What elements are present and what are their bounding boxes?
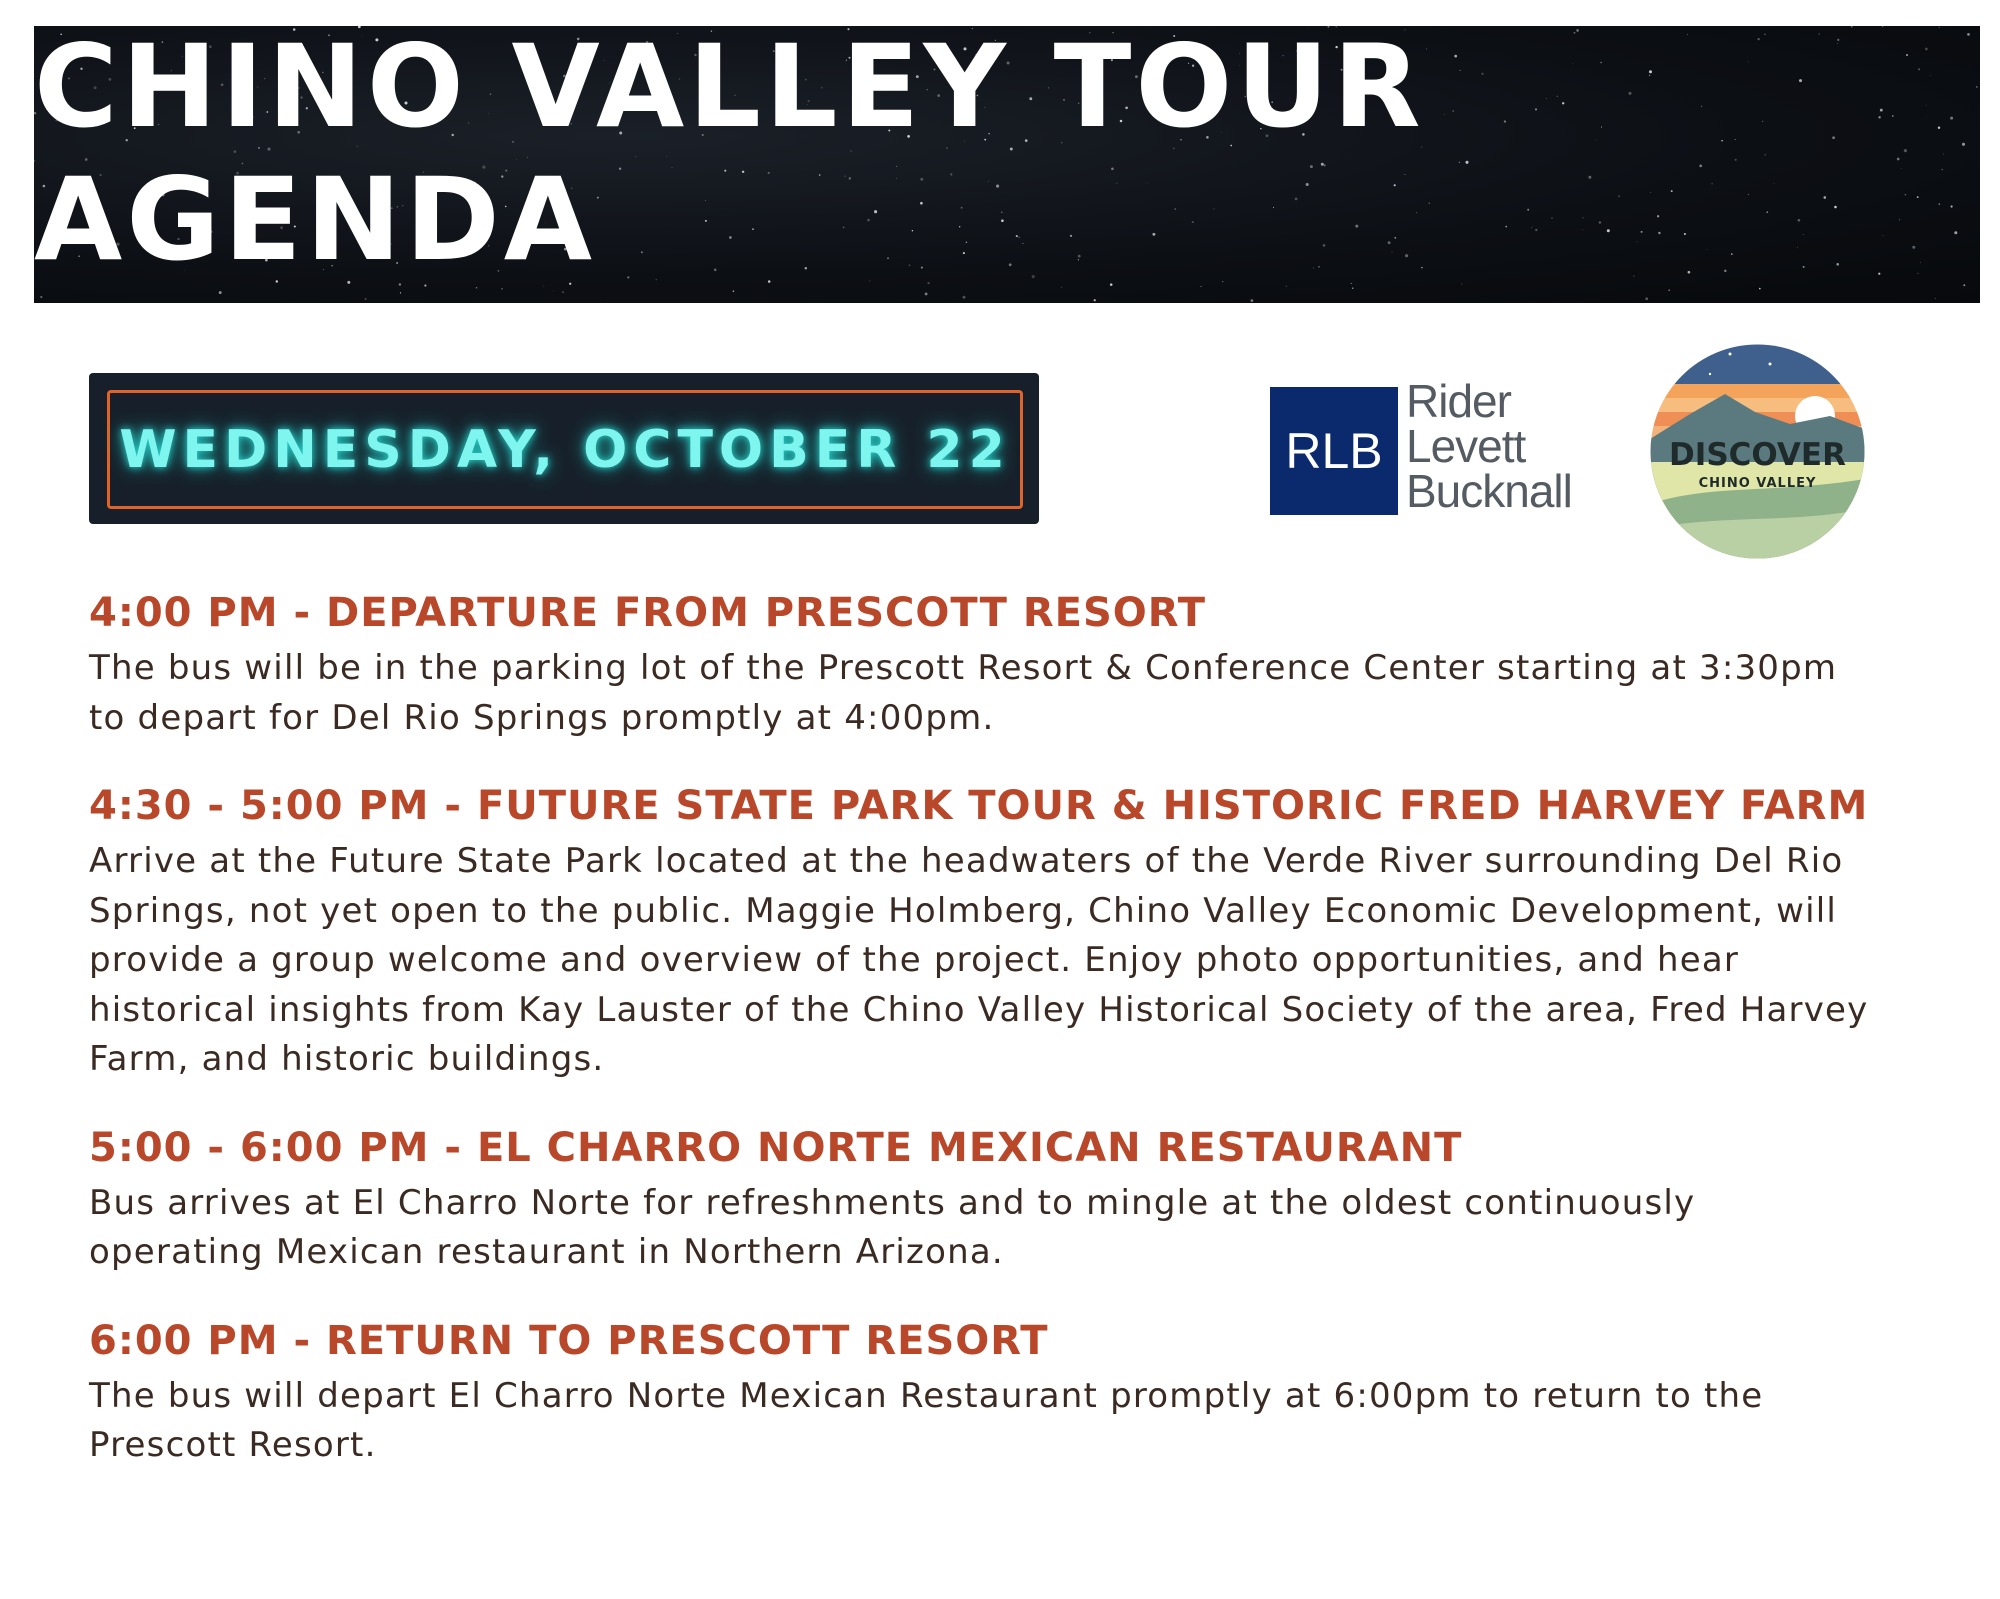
agenda-item-heading: 4:00 PM - DEPARTURE FROM PRESCOTT RESORT bbox=[89, 590, 1207, 636]
star-dot bbox=[365, 298, 367, 300]
agenda-item-description: The bus will depart El Charro Norte Mexican Restaurant promptly at 6:00pm to return to the Prescott Resort. bbox=[89, 1375, 1764, 1465]
rlb-logo-mark: RLB bbox=[1270, 387, 1398, 515]
agenda-list bbox=[89, 588, 1949, 1509]
discover-logo-subtitle: CHINO VALLEY bbox=[1698, 476, 1817, 491]
date-badge-text: WEDNESDAY, OCTOBER 22 bbox=[107, 390, 1023, 509]
agenda-item-heading: 4:30 - 5:00 PM - FUTURE STATE PARK TOUR & HISTORIC FRED HARVEY FARM bbox=[89, 783, 1869, 829]
star-dot bbox=[1645, 297, 1648, 300]
page-title: CHINO VALLEY TOUR AGENDA bbox=[34, 26, 1425, 286]
agenda-item-state-park-tour bbox=[89, 781, 1949, 1085]
rlb-logo-wordmark bbox=[1406, 375, 1586, 517]
agenda-item-return bbox=[89, 1316, 1949, 1471]
star-dot bbox=[963, 296, 966, 299]
agenda-item-departure bbox=[89, 588, 1949, 743]
rlb-logo-line-levett: Levett bbox=[1406, 420, 1526, 472]
rlb-logo-line-rider: Rider bbox=[1406, 375, 1511, 427]
agenda-item-description: Arrive at the Future State Park located at the headwaters of the Verde River surrounding Del Rio Springs, not yet open to the public. Maggie Holmberg, Chino Valley Economic Development, will provide a group welcome and overview of the project. Enjoy photo opportunities, and hear historical insights from Kay Lauster of the Chino Valley Historical Society of the area, Fred Harvey Farm, and historic buildings. bbox=[89, 841, 1869, 1079]
agenda-item-description: Bus arrives at El Charro Norte for refreshments and to mingle at the oldest continuously operating Mexican restaurant in Northern Arizona. bbox=[89, 1182, 1696, 1272]
agenda-item-restaurant bbox=[89, 1123, 1949, 1278]
agenda-item-heading: 5:00 - 6:00 PM - EL CHARRO NORTE MEXICAN RESTAURANT bbox=[89, 1124, 1463, 1171]
star-dot bbox=[1094, 299, 1096, 301]
discover-chino-valley-logo bbox=[1650, 344, 1865, 559]
title-banner bbox=[34, 26, 1980, 303]
rlb-logo bbox=[1270, 375, 1580, 520]
star-dot bbox=[562, 291, 564, 293]
agenda-item-heading: 6:00 PM - RETURN TO PRESCOTT RESORT bbox=[89, 1317, 1049, 1364]
discover-logo-title: DISCOVER bbox=[1669, 437, 1846, 473]
star-dot bbox=[40, 296, 42, 298]
agenda-item-description: The bus will be in the parking lot of the Prescott Resort & Conference Center starting at 3:30pm to depart for Del Rio Springs promptly at 4:00pm. bbox=[89, 648, 1838, 738]
star-dot bbox=[1935, 298, 1936, 299]
star-dot bbox=[607, 302, 608, 303]
star-dot bbox=[219, 291, 222, 294]
star-dot bbox=[400, 292, 401, 293]
rlb-logo-line-bucknall: Bucknall bbox=[1406, 465, 1572, 517]
star-dot bbox=[1251, 299, 1254, 302]
star-dot bbox=[925, 292, 928, 295]
date-badge bbox=[89, 373, 1039, 524]
